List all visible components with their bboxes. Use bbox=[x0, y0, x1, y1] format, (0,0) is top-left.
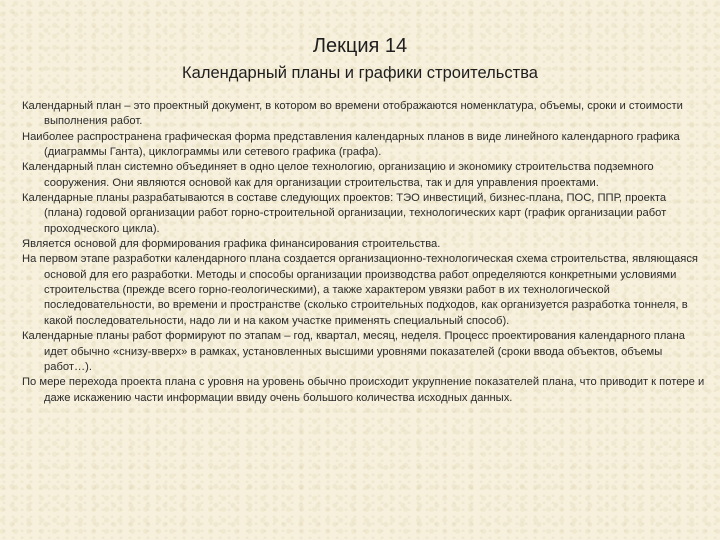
paragraph-integration: Календарный план системно объединяет в одно целое технологию, организацию и экономику строительства подземного сооружения. Они являются основой как для организации строительства, так и для управления проектами. bbox=[22, 161, 654, 189]
paragraph-graphic-forms: Наиболее распространена графическая форма представления календарных планов в виде линейного календарного графика (диаграммы Ганта), циклограммы или сетевого графика (графа). bbox=[22, 130, 680, 159]
lecture-subtitle: Календарный планы и графики строительства bbox=[182, 64, 538, 82]
paragraph-financing: Является основой для формирования графика финансирования строительства. bbox=[22, 238, 441, 251]
paragraph-projects: Календарные планы разрабатываются в составе следующих проектов: ТЭО инвестиций, бизнес-плана, ПОС, ППР, проекта (плана) годовой организации работ горно-строительной организации, технологических карт (график организации работ проходческого цикла). bbox=[22, 192, 667, 235]
paragraph-first-stage: На первом этапе разработки календарного плана создается организационно-технологическая схема строительства, являющаяся основой для его разработки. Методы и способы организации производства работ определяются конкретными условиями строительства (прежде всего горно-геологическими), а также характером увязки работ в их технологической последовательности, во времени и пространстве (сколько строительных подходов, как организуется разработка тоннеля, в какой последовательности, надо ли и на каком участке применять специальный способ). bbox=[22, 253, 698, 327]
paragraph-aggregation: По мере перехода проекта плана с уровня на уровень обычно происходит укрупнение показателей плана, что приводит к потере и даже искажению части информации ввиду очень большого количества исходных данных. bbox=[22, 376, 705, 404]
body-text bbox=[22, 99, 706, 406]
paragraph-stages: Календарные планы работ формируют по этапам – год, квартал, месяц, неделя. Процесс проектирования календарного плана идет обычно «снизу-вверх» в рамках, установленных высшими уровнями показателей (сроки ввода объектов, объемы работ…). bbox=[22, 330, 685, 373]
paragraph-definition: Календарный план – это проектный документ, в котором во времени отображаются номенклатура, объемы, сроки и стоимости выполнения работ. bbox=[22, 100, 683, 128]
lecture-title: Лекция 14 bbox=[312, 35, 408, 57]
